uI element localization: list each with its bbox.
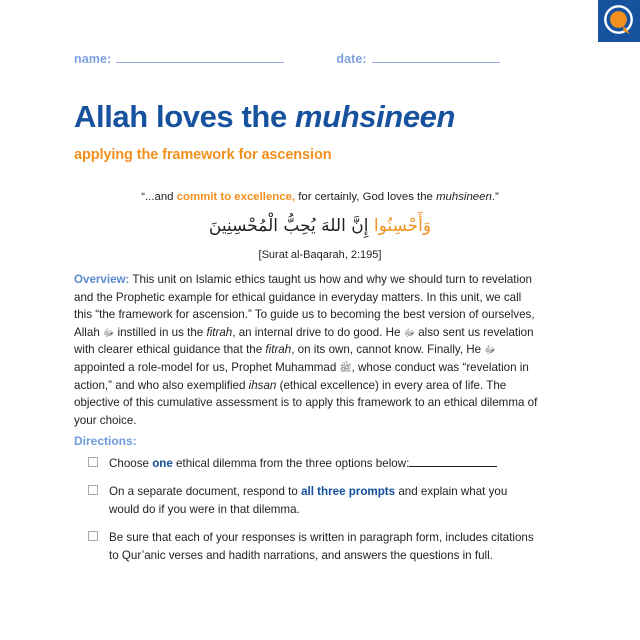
- overview-text-3: , an internal drive to do good. He: [232, 325, 404, 339]
- honorific-allah-icon-2: ﷻ: [403, 327, 415, 339]
- date-input-rule[interactable]: [372, 53, 500, 63]
- checkbox-icon[interactable]: [88, 531, 98, 541]
- list-item[interactable]: [88, 529, 540, 564]
- quote-arabic-rest: إِنَّ اللهَ يُحِبُّ الْمُحْسِنِينَ: [208, 216, 374, 236]
- date-label: date:: [336, 52, 367, 66]
- quote-arabic: [0, 213, 640, 240]
- dir2-after: and explain what you would do if you were in that dilemma.: [109, 485, 508, 516]
- qalam-q-logo: [598, 0, 640, 42]
- checkbox-icon[interactable]: [88, 485, 98, 495]
- direction-text-3: Be sure that each of your responses is written in paragraph form, includes citations to Qur’anic verses and hadith narrations, and answers the questions in full.: [109, 531, 534, 562]
- dilemma-blank-rule[interactable]: [409, 457, 497, 467]
- overview-text-5: , on its own, cannot know. Finally, He: [291, 343, 485, 357]
- overview-paragraph: [74, 271, 538, 429]
- name-input-rule[interactable]: [116, 53, 284, 63]
- directions-label: Directions:: [74, 434, 137, 448]
- overview-italic-3: ihsan: [248, 378, 277, 392]
- name-label: name:: [74, 52, 112, 66]
- direction-text-2: [109, 483, 540, 518]
- overview-text-1: This unit on Islamic ethics taught us how and why we should turn to revelation and the Prophetic example for ethical guidance in everyday matters. In this unit, we call this “the framework for ascension.” To guide us to becoming the best version of ourselves, Allah: [74, 273, 535, 339]
- dir2-emphasis: all three prompts: [301, 485, 396, 499]
- page-title-italic: muhsineen: [295, 99, 456, 134]
- overview-text-7: , whose conduct was “revelation in action,” and who also exemplified: [74, 361, 529, 392]
- list-item[interactable]: [88, 483, 540, 518]
- overview-text-8: (ethical excellence) in every area of life. The objective of this cumulative assessment is to apply this framework to an ethical dilemma of your choice.: [74, 378, 538, 427]
- overview-text-4: also sent us revelation with clearer ethical guidance that the: [74, 325, 534, 357]
- direction-text-1: [109, 455, 497, 472]
- overview-text-2: instilled in us the: [114, 325, 207, 339]
- page-title-prefix: Allah loves the: [74, 99, 295, 134]
- checkbox-icon[interactable]: [88, 457, 98, 467]
- quote-english: [0, 190, 640, 205]
- quote-arabic-highlight: وَأَحْسِنُوا: [373, 216, 432, 236]
- quote-italic: muhsineen: [436, 191, 492, 203]
- overview-label: Overview:: [74, 273, 130, 286]
- dir1-emphasis: one: [152, 457, 173, 470]
- dir1-before: Choose: [109, 457, 153, 470]
- quote-part1: “...and: [141, 191, 177, 203]
- honorific-allah-icon: ﷻ: [103, 327, 115, 339]
- quote-citation: [Surat al-Baqarah, 2:195]: [258, 249, 382, 261]
- overview-italic-1: fitrah: [206, 325, 233, 339]
- dir2-before: On a separate document, respond to: [109, 485, 302, 499]
- quote-highlight: commit to excellence,: [176, 191, 296, 203]
- overview-italic-2: fitrah: [265, 343, 292, 357]
- list-item[interactable]: [88, 455, 540, 472]
- honorific-muhammad-icon: ﷺ: [339, 363, 352, 375]
- directions-list: [88, 455, 540, 575]
- overview-text-6: appointed a role-model for us, Prophet Muhammad: [74, 361, 340, 375]
- page-title: [74, 100, 455, 133]
- quote-part2: for certainly, God loves the: [295, 191, 437, 203]
- quote-part3: .”: [491, 191, 499, 203]
- dir1-after: ethical dilemma from the three options below:: [172, 457, 410, 470]
- name-date-row: [74, 52, 580, 66]
- honorific-allah-icon-3: ﷻ: [484, 345, 496, 357]
- page-subtitle: applying the framework for ascension: [74, 147, 332, 163]
